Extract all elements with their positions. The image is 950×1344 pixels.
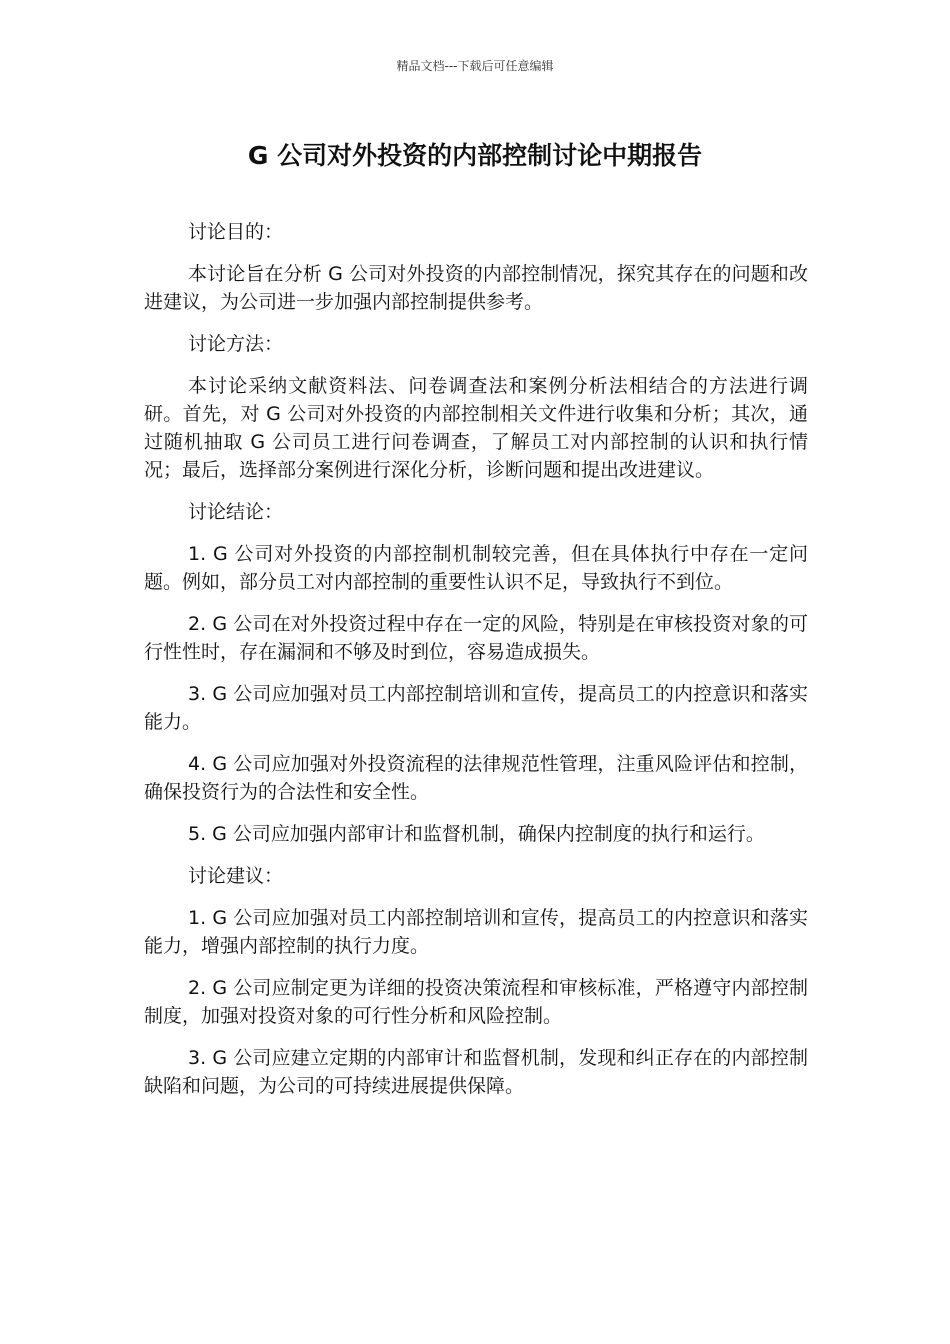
header-note: 精品文档---下载后可任意编辑	[396, 59, 554, 73]
suggestion-item-2: 2. G 公司应制定更为详细的投资决策流程和审核标准，严格遵守内部控制制度，加强对投资对象的可行性分析和风险控制。	[144, 977, 808, 1027]
paragraph-purpose: 本讨论旨在分析 G 公司对外投资的内部控制情况，探究其存在的问题和改进建议，为公司进一步加强内部控制提供参考。	[144, 263, 808, 313]
conclusion-item-1: 1. G 公司对外投资的内部控制机制较完善，但在具体执行中存在一定问题。例如，部分员工对内部控制的重要性认识不足，导致执行不到位。	[144, 543, 808, 593]
section-heading-conclusion: 讨论结论：	[188, 501, 284, 523]
conclusion-item-2: 2. G 公司在对外投资过程中存在一定的风险，特别是在审核投资对象的可行性性时，存在漏洞和不够及时到位，容易造成损失。	[144, 613, 808, 663]
paragraph-method: 本讨论采纳文献资料法、问卷调查法和案例分析法相结合的方法进行调研。首先，对 G 公司对外投资的内部控制相关文件进行收集和分析；其次，通过随机抽取 G 公司员工进行问卷调查，了解员工对内部控制的认识和执行情况；最后，选择部分案例进行深化分析，诊断问题和提出改进建议。	[144, 375, 808, 481]
section-heading-purpose: 讨论目的：	[188, 221, 284, 243]
document-title: G 公司对外投资的内部控制讨论中期报告	[247, 141, 703, 170]
section-heading-suggestion: 讨论建议：	[188, 865, 284, 887]
document-body	[144, 218, 808, 1114]
conclusion-item-3: 3. G 公司应加强对员工内部控制培训和宣传，提高员工的内控意识和落实能力。	[144, 683, 808, 733]
suggestion-item-1: 1. G 公司应加强对员工内部控制培训和宣传，提高员工的内控意识和落实能力，增强内部控制的执行力度。	[144, 907, 808, 957]
section-heading-method: 讨论方法：	[188, 333, 284, 355]
conclusion-item-5: 5. G 公司应加强内部审计和监督机制，确保内控制度的执行和运行。	[188, 823, 765, 845]
suggestion-item-3: 3. G 公司应建立定期的内部审计和监督机制，发现和纠正存在的内部控制缺陷和问题，为公司的可持续进展提供保障。	[144, 1047, 808, 1097]
conclusion-item-4: 4. G 公司应加强对外投资流程的法律规范性管理，注重风险评估和控制，确保投资行为的合法性和安全性。	[144, 753, 808, 803]
